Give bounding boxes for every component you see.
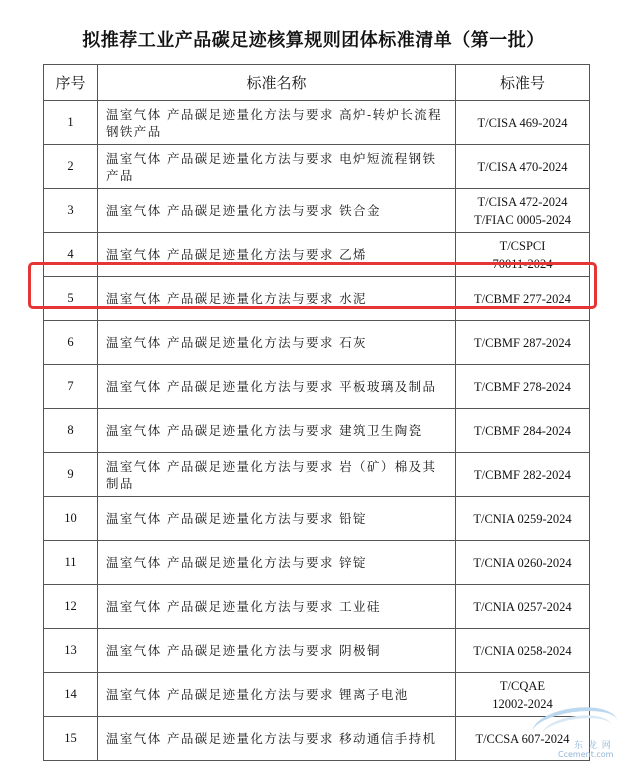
- row-standard-name: 温室气体 产品碳足迹量化方法与要求 阴极铜: [98, 629, 456, 673]
- row-serial-number: 1: [44, 101, 98, 145]
- table-row: [44, 585, 590, 629]
- row-standard-name: 温室气体 产品碳足迹量化方法与要求 锌锭: [98, 541, 456, 585]
- row-serial-number: 13: [44, 629, 98, 673]
- document-title: 拟推荐工业产品碳足迹核算规则团体标准清单（第一批）: [82, 30, 545, 51]
- table-row: [44, 189, 590, 233]
- row-standard-name: 温室气体 产品碳足迹量化方法与要求 乙烯: [98, 233, 456, 277]
- row-standard-code: T/CNIA 0259-2024: [456, 497, 590, 541]
- table-row: [44, 497, 590, 541]
- table-row: [44, 673, 590, 717]
- row-serial-number: 15: [44, 717, 98, 761]
- row-standard-code: T/CQAE 12002-2024: [456, 673, 590, 717]
- row-standard-name: 温室气体 产品碳足迹量化方法与要求 移动通信手持机: [98, 717, 456, 761]
- table-row: [44, 321, 590, 365]
- row-standard-name: 温室气体 产品碳足迹量化方法与要求 锂离子电池: [98, 673, 456, 717]
- row-serial-number: 4: [44, 233, 98, 277]
- table-row: [44, 277, 590, 321]
- row-standard-name: 温室气体 产品碳足迹量化方法与要求 工业硅: [98, 585, 456, 629]
- row-standard-name: 温室气体 产品碳足迹量化方法与要求 建筑卫生陶瓷: [98, 409, 456, 453]
- row-serial-number: 14: [44, 673, 98, 717]
- row-standard-name: 温室气体 产品碳足迹量化方法与要求 岩（矿）棉及其制品: [98, 453, 456, 497]
- header-standard-name: 标准名称: [98, 65, 456, 101]
- row-standard-code: T/CBMF 282-2024: [456, 453, 590, 497]
- table-row: [44, 365, 590, 409]
- table-row: [44, 541, 590, 585]
- row-serial-number: 12: [44, 585, 98, 629]
- row-serial-number: 5: [44, 277, 98, 321]
- row-serial-number: 6: [44, 321, 98, 365]
- watermark-en-text: Ccement.com: [558, 750, 614, 759]
- header-standard-code: 标准号: [456, 65, 590, 101]
- row-standard-code: T/CBMF 278-2024: [456, 365, 590, 409]
- header-serial-number: 序号: [44, 65, 98, 101]
- row-serial-number: 2: [44, 145, 98, 189]
- row-standard-code: T/CSPCI 70011-2024: [456, 233, 590, 277]
- table-row: [44, 453, 590, 497]
- table-row: [44, 233, 590, 277]
- row-serial-number: 10: [44, 497, 98, 541]
- row-standard-code: T/CBMF 287-2024: [456, 321, 590, 365]
- row-standard-name: 温室气体 产品碳足迹量化方法与要求 铅锭: [98, 497, 456, 541]
- row-standard-name: 温室气体 产品碳足迹量化方法与要求 铁合金: [98, 189, 456, 233]
- standards-table: [43, 64, 590, 761]
- row-standard-name: 温室气体 产品碳足迹量化方法与要求 平板玻璃及制品: [98, 365, 456, 409]
- table-row: [44, 101, 590, 145]
- row-standard-name: 温室气体 产品碳足迹量化方法与要求 石灰: [98, 321, 456, 365]
- table-header-row: [44, 65, 590, 101]
- watermark-logo: [528, 700, 624, 760]
- row-standard-code: T/CCSA 607-2024: [456, 717, 590, 761]
- table-row: [44, 145, 590, 189]
- watermark-cn-text: 东 龙 网: [574, 741, 612, 751]
- row-serial-number: 9: [44, 453, 98, 497]
- row-standard-code: T/CBMF 284-2024: [456, 409, 590, 453]
- row-standard-name: 温室气体 产品碳足迹量化方法与要求 高炉-转炉长流程钢铁产品: [98, 101, 456, 145]
- row-serial-number: 8: [44, 409, 98, 453]
- row-serial-number: 3: [44, 189, 98, 233]
- row-standard-code: T/CISA 469-2024: [456, 101, 590, 145]
- table-row: [44, 717, 590, 761]
- table-row: [44, 629, 590, 673]
- row-standard-code: T/CISA 470-2024: [456, 145, 590, 189]
- row-serial-number: 11: [44, 541, 98, 585]
- row-serial-number: 7: [44, 365, 98, 409]
- row-standard-code: T/CBMF 277-2024: [456, 277, 590, 321]
- row-standard-code: T/CNIA 0260-2024: [456, 541, 590, 585]
- row-standard-name: 温室气体 产品碳足迹量化方法与要求 水泥: [98, 277, 456, 321]
- row-standard-code: T/CISA 472-2024 T/FIAC 0005-2024: [456, 189, 590, 233]
- row-standard-code: T/CNIA 0258-2024: [456, 629, 590, 673]
- row-standard-code: T/CNIA 0257-2024: [456, 585, 590, 629]
- row-standard-name: 温室气体 产品碳足迹量化方法与要求 电炉短流程钢铁产品: [98, 145, 456, 189]
- table-row: [44, 409, 590, 453]
